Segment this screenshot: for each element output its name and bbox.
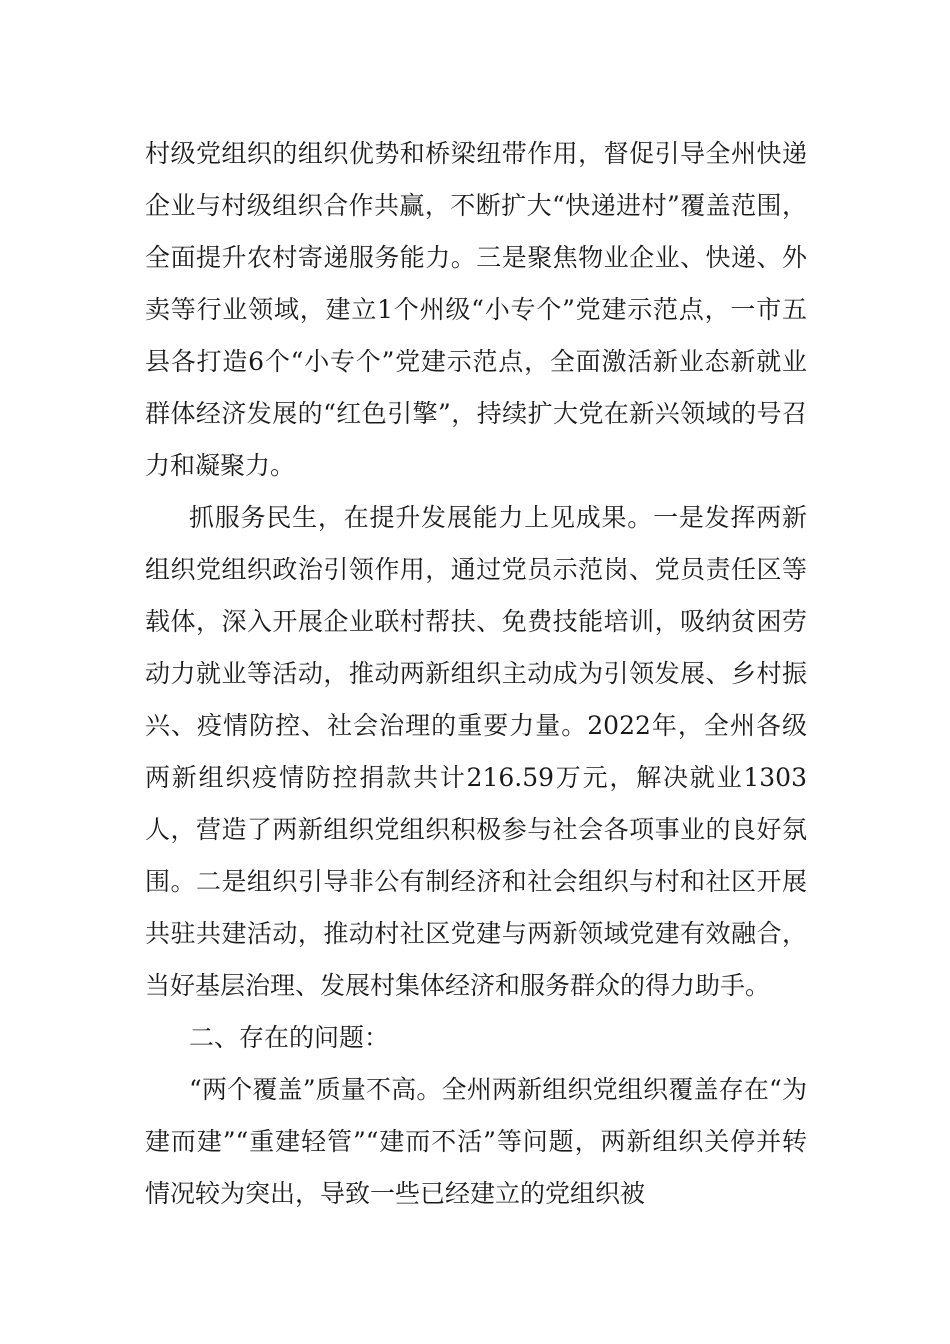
- paragraph-continuation: 村级党组织的组织优势和桥梁纽带作用，督促引导全州快递企业与村级组织合作共赢，不断扩大“快递进村”覆盖范围，全面提升农村寄递服务能力。三是聚焦物业企业、快递、外卖等行业领域，建立1个州级“小专个”党建示范点，一市五县各打造6个“小专个”党建示范点，全面激活新业态新就业群体经济发展的“红色引擎”，持续扩大党在新兴领域的号召力和凝聚力。: [145, 139, 807, 480]
- section-heading-problems: 二、存在的问题：: [189, 1023, 390, 1052]
- paragraph-coverage-quality: “两个覆盖”质量不高。全州两新组织党组织覆盖存在“为建而建”“重建轻管”“建而不活”等问题，两新组织关停并转情况较为突出，导致一些已经建立的党组织被: [145, 1075, 807, 1208]
- paragraph-service-livelihood: 抓服务民生，在提升发展能力上见成果。一是发挥两新组织党组织政治引领作用，通过党员示范岗、党员责任区等载体，深入开展企业联村帮扶、免费技能培训，吸纳贫困劳动力就业等活动，推动两新组织主动成为引领发展、乡村振兴、疫情防控、社会治理的重要力量。2022年，全州各级两新组织疫情防控捐款共计216.59万元，解决就业1303人，营造了两新组织党组织积极参与社会各项事业的良好氛围。二是组织引导非公有制经济和社会组织与村和社区开展共驻共建活动，推动村社区党建与两新领域党建有效融合，当好基层治理、发展村集体经济和服务群众的得力助手。: [145, 503, 807, 1000]
- document-body: [145, 128, 807, 1220]
